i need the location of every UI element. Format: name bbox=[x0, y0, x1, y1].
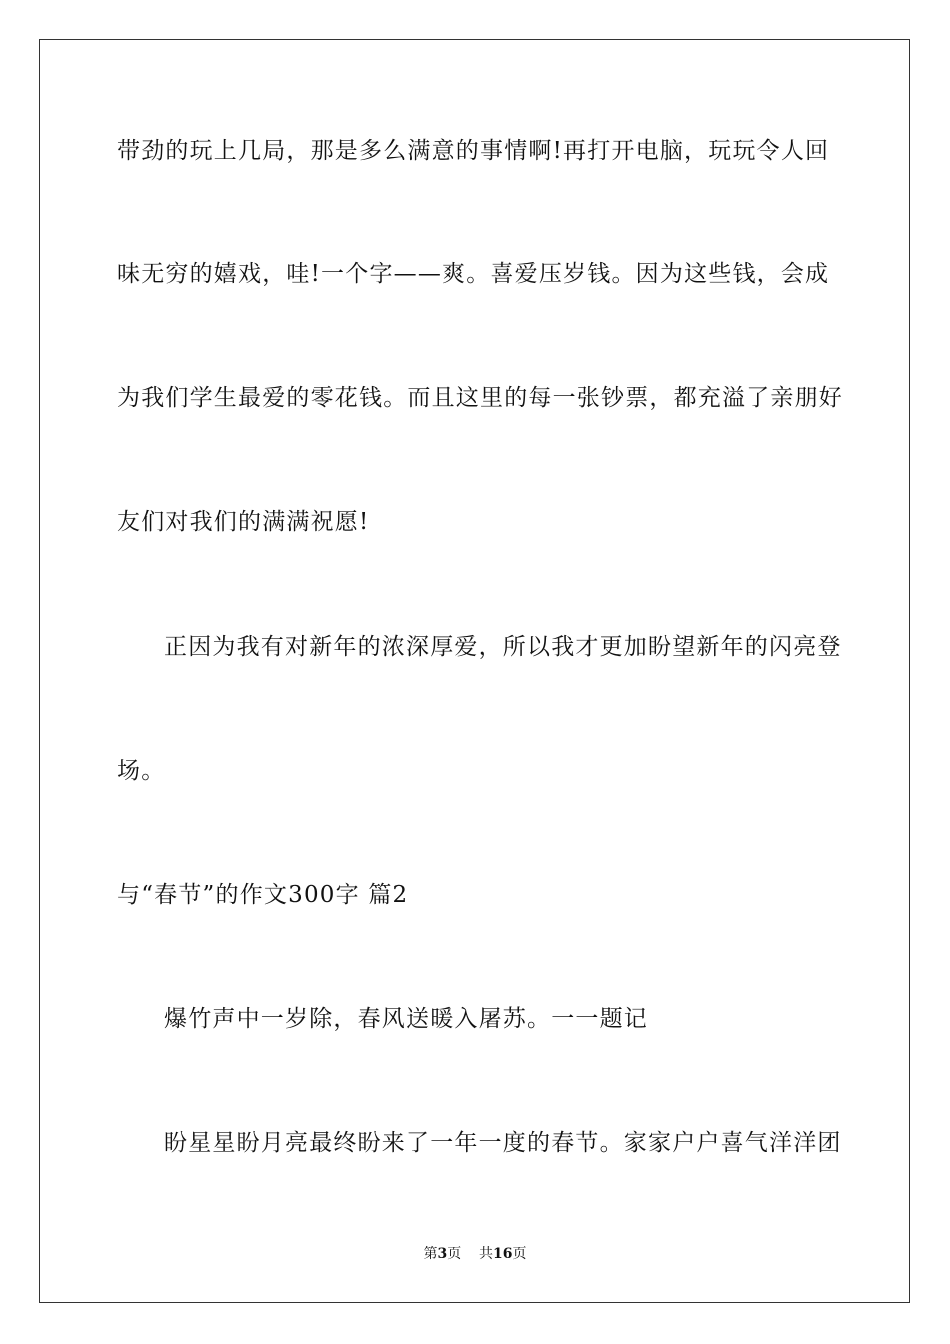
page-suffix: 页 bbox=[447, 1246, 462, 1262]
paragraph-line: 正因为我有对新年的浓深厚爱，所以我才更加盼望新年的闪亮登 bbox=[164, 634, 842, 660]
total-prefix: 共 bbox=[479, 1246, 494, 1262]
paragraph-line: 友们对我们的满满祝愿! bbox=[117, 509, 370, 535]
page-footer bbox=[0, 1244, 950, 1264]
paragraph-line: 为我们学生最爱的零花钱。而且这里的每一张钞票，都充溢了亲朋好 bbox=[117, 385, 843, 411]
section-heading: 与“春节”的作文300字 篇2 bbox=[117, 882, 409, 908]
epigraph-line: 爆竹声中一岁除，春风送暖入屠苏。一一题记 bbox=[164, 1006, 648, 1032]
paragraph-line: 带劲的玩上几局，那是多么满意的事情啊!再打开电脑，玩玩令人回 bbox=[117, 138, 830, 164]
paragraph-line: 味无穷的嬉戏，哇!一个字——爽。喜爱压岁钱。因为这些钱，会成 bbox=[117, 261, 830, 287]
total-suffix: 页 bbox=[512, 1246, 527, 1262]
total-pages: 16 bbox=[493, 1246, 513, 1262]
paragraph-line: 场。 bbox=[117, 758, 166, 784]
paragraph-line: 盼星星盼月亮最终盼来了一年一度的春节。家家户户喜气洋洋团 bbox=[164, 1130, 842, 1156]
page-prefix: 第 bbox=[423, 1246, 438, 1262]
page-frame bbox=[39, 39, 910, 1303]
page-number: 3 bbox=[437, 1246, 448, 1262]
